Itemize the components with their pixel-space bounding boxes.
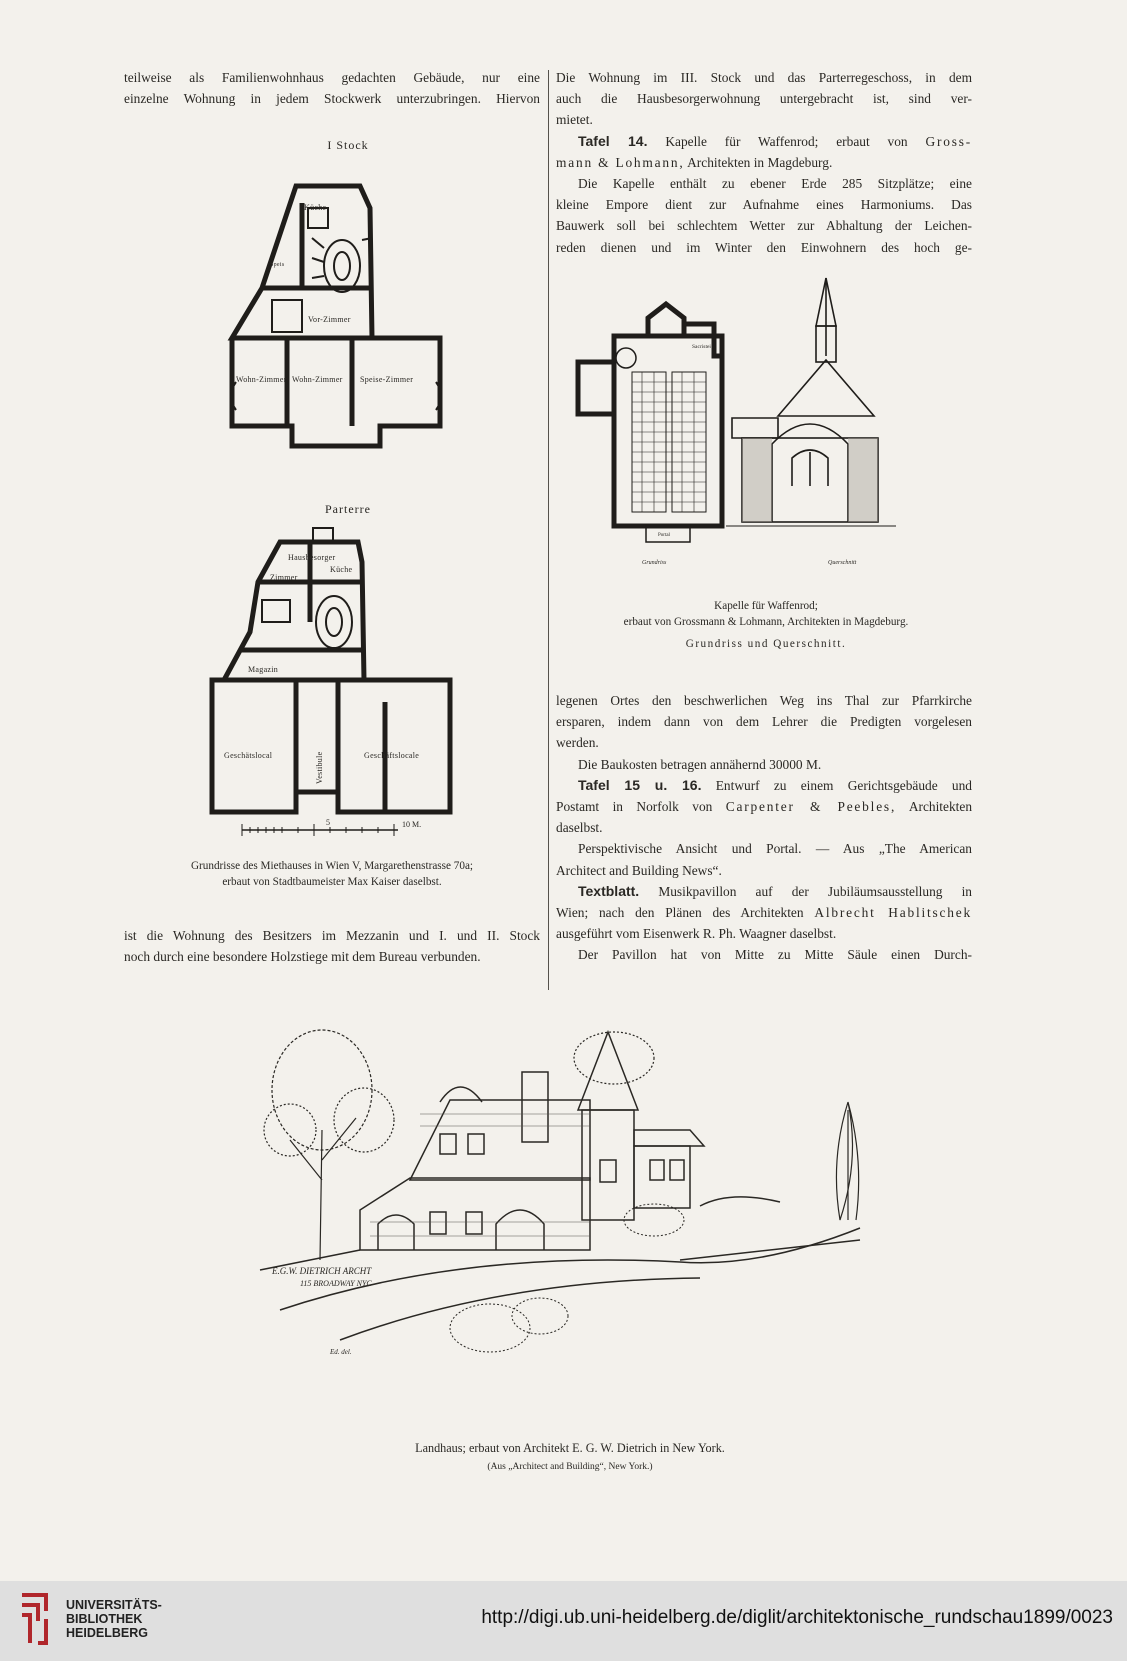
chapel-caption [566, 598, 966, 652]
figure-sublabel: Grundriss [642, 560, 667, 566]
right-text-line: Die Baukosten betragen annähernd 30000 M. [578, 756, 822, 772]
left-column-bottom [124, 925, 540, 967]
left-column-top [124, 67, 540, 109]
caption-line: erbaut von Grossmann & Lohmann, Architekten in Magdeburg. [623, 616, 909, 628]
floor-plan-upper [212, 178, 472, 468]
column-divider [548, 70, 549, 990]
room-label: Vestibule [315, 751, 324, 784]
right-text-line: mietet. [556, 112, 593, 128]
textblatt-paragraph: Textblatt. Musikpavillon auf der Jubiläumsausstellung in [578, 882, 972, 899]
left-text-line: noch durch eine besondere Holzstiege mit dem Bureau verbunden. [124, 949, 481, 965]
right-text-line: ausgeführt vom Eisenwerk R. Ph. Waagner daselbst. [556, 926, 837, 942]
tafel-label: Tafel 14. [578, 132, 648, 149]
architect-address: 115 BROADWAY NYC [300, 1279, 372, 1288]
right-text-line: Die Wohnung im III. Stock und das Parterregeschoss, in dem [556, 70, 972, 85]
tafel-label: Textblatt. [578, 882, 640, 899]
house-illustration [260, 1010, 880, 1430]
left-text-line: ist die Wohnung des Besitzers im Mezzanin und I. und II. Stock [124, 928, 540, 943]
right-text-line: werden. [556, 735, 599, 751]
right-text-line: Der Pavillon hat von Mitte zu Mitte Säule einen Durch- [578, 947, 972, 963]
architect-signature: E.G.W. DIETRICH ARCHT [272, 1266, 372, 1276]
right-column-top: Die Wohnung im III. Stock und das Parterregeschoss, in dem auch die Hausbesorgerwohnung untergebracht ist, sind ver- mietet. Tafel 14. Kapelle für Waffenrod; erbaut von Gross- mann & Lohmann, Architekten in Magdeburg. Die Kapelle enthält zu ebener Erde 285 Sitzplätze; eine kleine Empore dient zur Aufnahme eines Harmoniums. Das Bauwerk soll bei schlechtem Wetter zur Abhaltung der Leichen- reden dienen und im Winter den Einwohnern des hoch ge- [556, 67, 972, 258]
left-text-line: teilweise als Familienwohnhaus gedachten Gebäude, nur eine [124, 70, 540, 85]
caption-line: Grundrisse des Miethauses in Wien V, Margarethenstrasse 70a; [190, 860, 474, 872]
room-label: Zimmer [270, 573, 298, 582]
left-text-line: einzelne Wohnung in jedem Stockwerk unterzubringen. Hiervon [124, 91, 540, 107]
caption-line: erbaut von Stadtbaumeister Max Kaiser daselbst. [222, 876, 442, 888]
chapel-figure [566, 276, 966, 576]
floor-plan-lower [200, 522, 460, 812]
scale-bar [238, 818, 438, 842]
room-label: Magazin [248, 665, 279, 674]
right-text-line: Architect and Building News“. [556, 862, 722, 878]
library-logo-icon [16, 1591, 56, 1647]
right-text-line: kleine Empore dient zur Aufnahme eines Harmoniums. Das [556, 197, 972, 213]
library-name: UNIVERSITÄTS- BIBLIOTHEK HEIDELBERG [66, 1598, 162, 1640]
room-label: Wohn-Zimmer [292, 375, 343, 384]
room-label: Wohn-Zimmer [236, 375, 287, 384]
right-text-line: reden dienen und im Winter den Einwohnern des hoch ge- [556, 239, 972, 255]
caption-line: Grundriss und Querschnitt. [685, 638, 847, 650]
right-column-bottom: legenen Ortes den beschwerlichen Weg ins Thal zur Pfarrkirche ersparen, indem dann von dem Lehrer die Predigten vorgelesen werden. Die Baukosten betragen annähernd 30000 M. Tafel 15 u. 16. Entwurf zu einem Gerichtsgebäude und Postamt in Norfolk von Carpenter & Peebles, Architekten daselbst. Perspektivische Ansicht und Portal. — Aus „The American Architect and Building News“. Textblatt. Musikpavillon auf der Jubiläumsausstellung in Wien; nach den Plänen des Architekten Albrecht Hablitschek ausgeführt vom Eisenwerk R. Ph. Waagner daselbst. Der Pavillon hat von Mitte zu Mitte Säule einen Durch- [556, 690, 972, 966]
plan-title-lower: Parterre [325, 502, 371, 516]
room-label: Vor-Zimmer [308, 315, 351, 324]
room-label: Speis [270, 262, 285, 268]
tafel-14-paragraph: Tafel 14. Kapelle für Waffenrod; erbaut von Gross- [578, 132, 972, 149]
room-label: Küche [330, 565, 353, 574]
house-caption [260, 1440, 880, 1475]
plan-title-upper: I Stock [327, 138, 369, 152]
room-label: Geschätslocal [224, 751, 273, 760]
room-label: Küche [304, 203, 327, 212]
right-text-line: Bauwerk soll bei schlechtem Wetter zur Abhaltung der Leichen- [556, 218, 972, 234]
scale-label: 5 [326, 818, 330, 827]
room-label: Portal [658, 533, 670, 538]
tafel-label: Tafel 15 u. 16. [578, 776, 702, 793]
room-label: Sacristei [692, 344, 711, 350]
right-text-line: daselbst. [556, 820, 603, 836]
right-text-line: Perspektivische Ansicht und Portal. — Aus „The American [578, 841, 972, 857]
scale-label: 10 M. [402, 820, 422, 829]
room-label: Geschäftslocale [364, 751, 420, 760]
figure-sublabel: Querschnitt [828, 560, 857, 566]
source-url-link[interactable]: http://digi.ub.uni-heidelberg.de/diglit/architektonische_rundschau1899/0023 [481, 1607, 1113, 1628]
caption-line: (Aus „Architect and Building“, New York.) [487, 1462, 653, 1472]
artist-signature: Ed. del. [330, 1348, 352, 1356]
room-label: Hausbesorger [288, 553, 336, 562]
caption-line: Kapelle für Waffenrod; [714, 600, 818, 612]
plan-caption [124, 858, 540, 890]
tafel-15-paragraph: Tafel 15 u. 16. Entwurf zu einem Gerichtsgebäude und [578, 776, 973, 793]
right-text-line: Die Kapelle enthält zu ebener Erde 285 Sitzplätze; eine [578, 176, 972, 192]
right-text-line: legenen Ortes den beschwerlichen Weg ins Thal zur Pfarrkirche [556, 693, 972, 708]
right-text-line: auch die Hausbesorgerwohnung untergebracht ist, sind ver- [556, 91, 972, 107]
caption-line: Landhaus; erbaut von Architekt E. G. W. Dietrich in New York. [415, 1441, 725, 1455]
library-footer [0, 1581, 1127, 1661]
right-text-line: ersparen, indem dann von dem Lehrer die Predigten vorgelesen [556, 714, 972, 730]
room-label: Speise-Zimmer [360, 375, 414, 384]
